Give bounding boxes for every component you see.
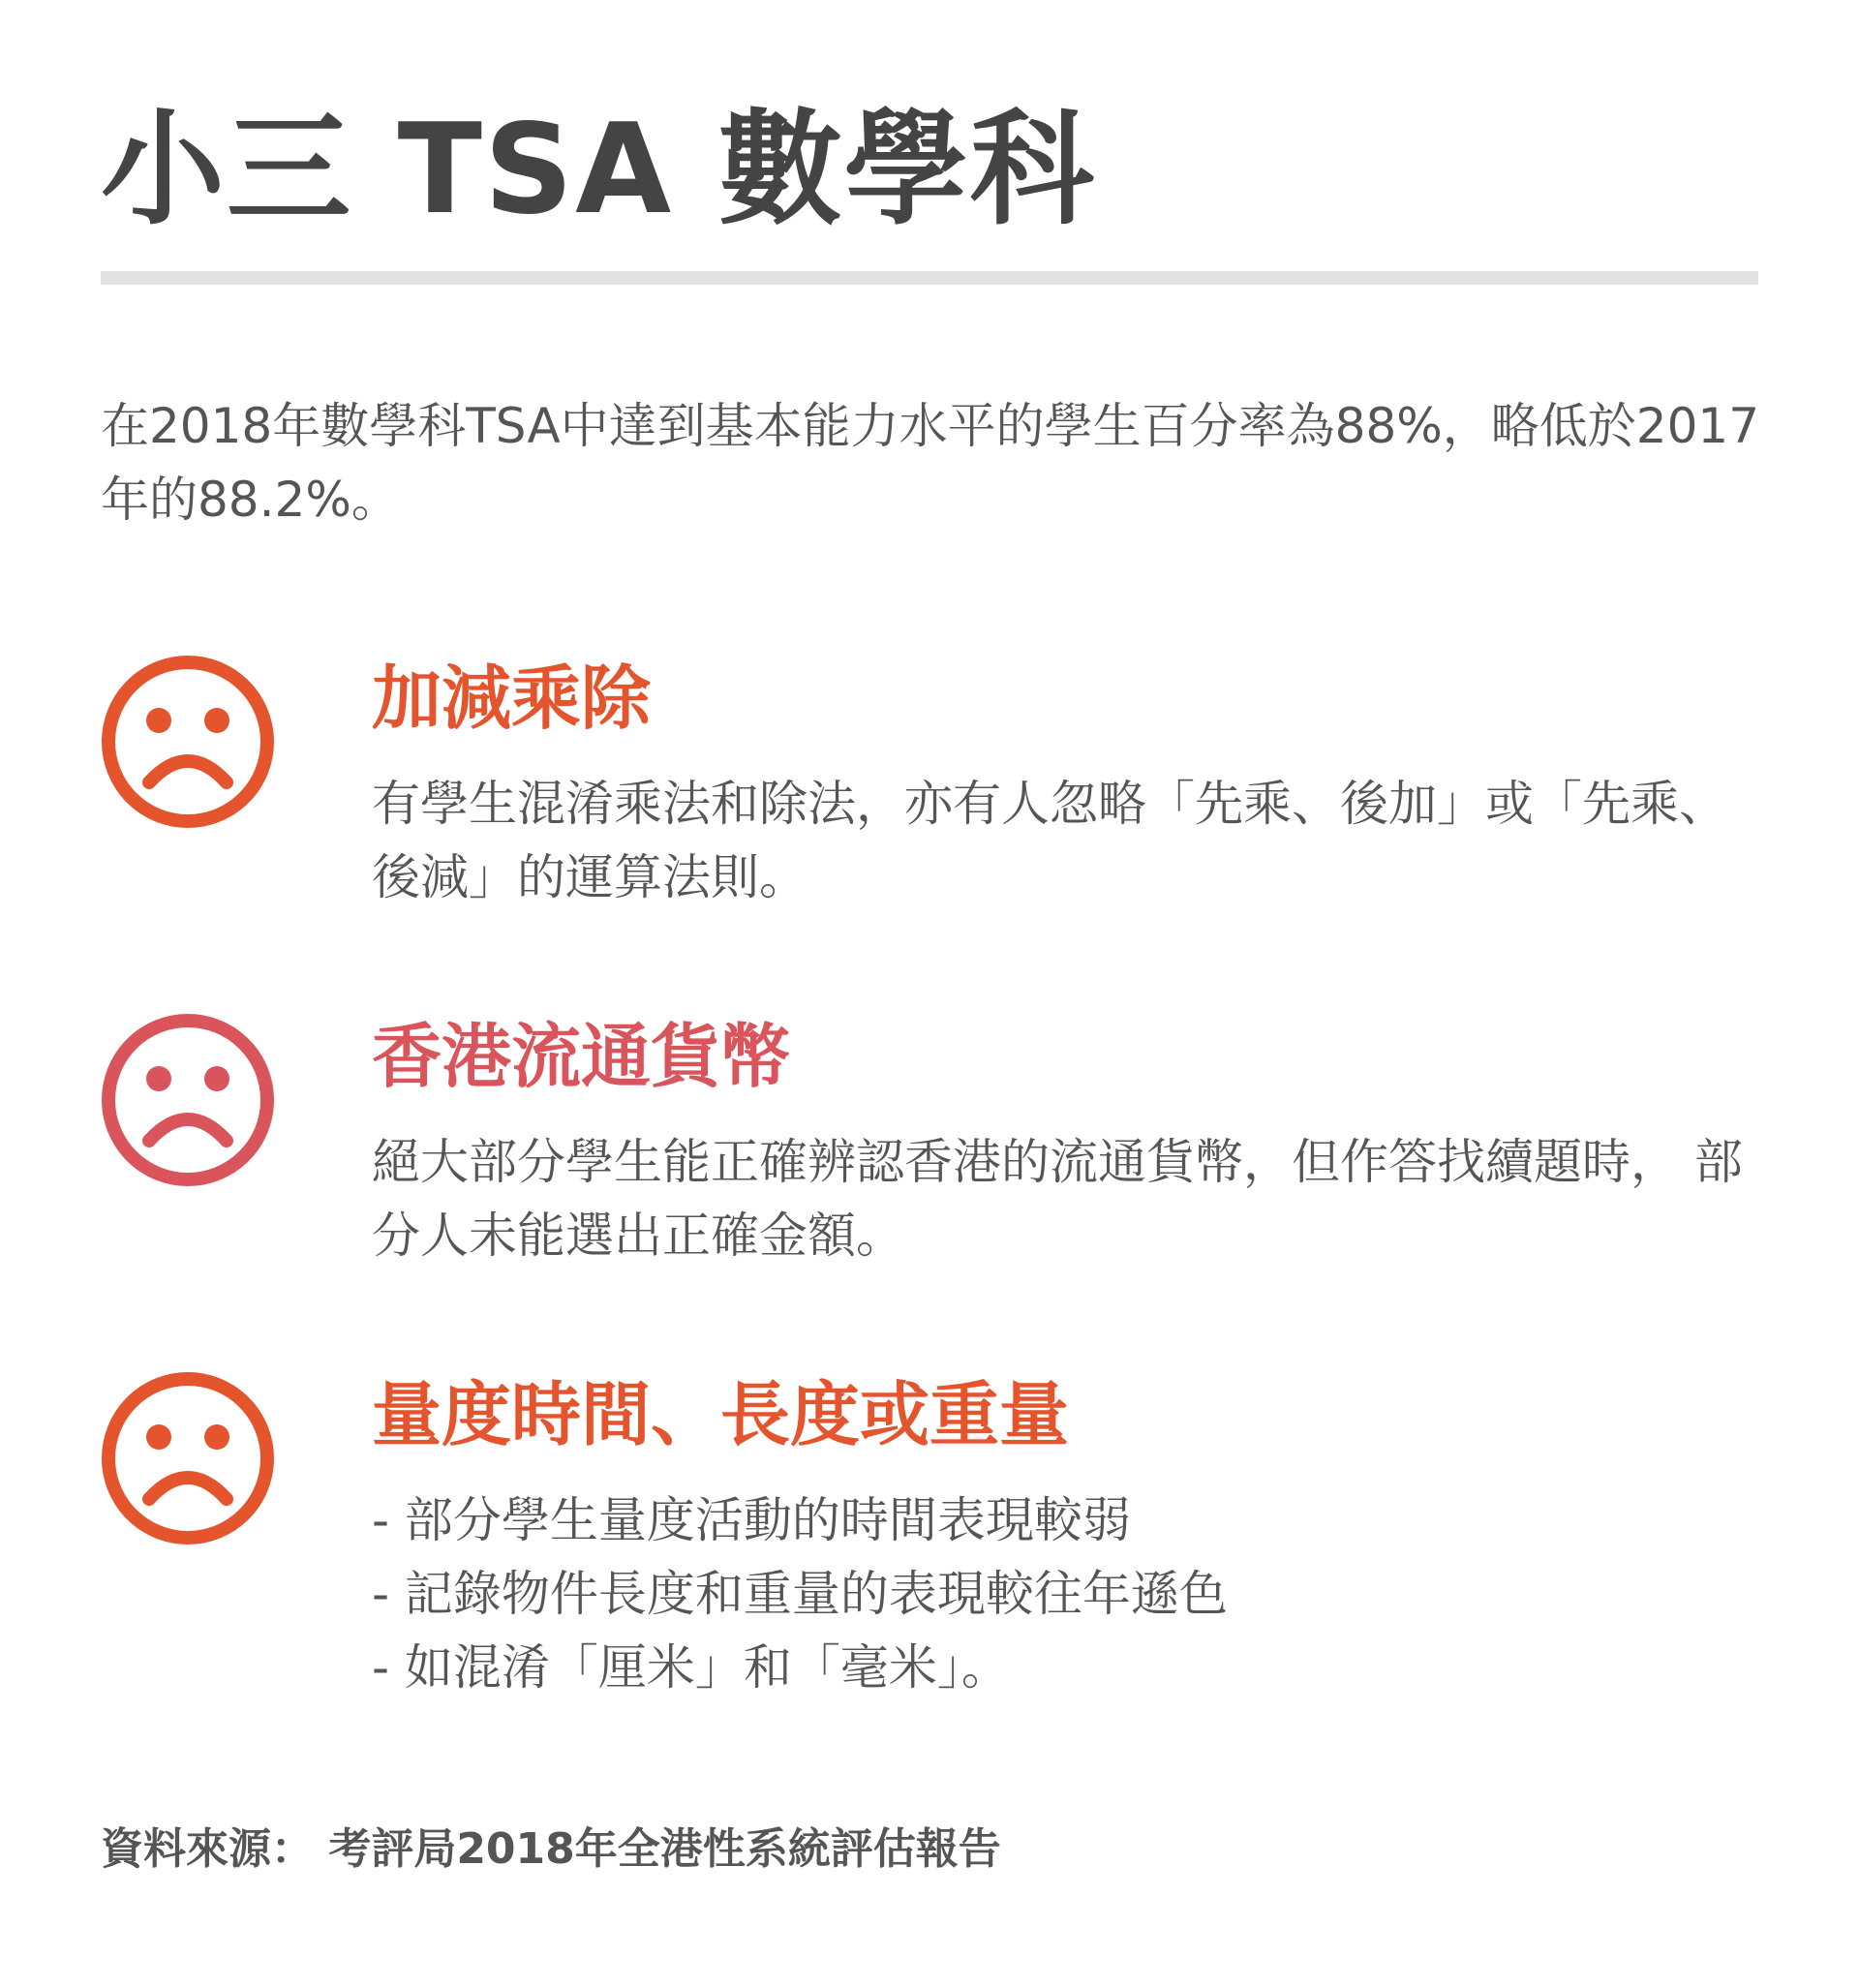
section-currency [101,1013,1762,1303]
face-outline [108,1379,267,1538]
face-left-eye [146,1424,171,1450]
face-right-eye [204,708,229,733]
page-title: 小三 TSA 數學科 [101,98,1096,242]
face-right-eye [204,1424,229,1450]
sad-face-icon [101,1371,275,1545]
list-item: - 記錄物件長度和重量的表現較往年遜色 [372,1566,1228,1622]
section-arithmetic [101,655,1762,945]
face-frown [149,1478,227,1499]
section-body: 絕大部分學生能正確辨認香港的流通貨幣，但作答找續題時， 部分人未能選出正確金額。 [372,1134,1743,1264]
section-title: 加減乘除 [372,658,652,739]
face-outline [108,662,267,821]
section-body: 有學生混淆乘法和除法，亦有人忽略「先乘、後加」或「先乘、後減」的運算法則。 [372,776,1727,905]
sad-face-icon [101,655,275,829]
section-title: 香港流通貨幣 [372,1016,791,1097]
face-outline [108,1021,267,1179]
section-measurement [101,1371,1762,1696]
sad-face-icon [101,1013,275,1187]
section-title: 量度時間、長度或重量 [372,1374,1070,1455]
face-frown [149,761,227,782]
title-divider [101,271,1758,285]
face-right-eye [204,1066,229,1091]
list-item: - 部分學生量度活動的時間表現較弱 [372,1492,1131,1548]
bullet-list [372,1483,1228,1704]
source-note: 資料來源： 考評局2018年全港性系統評估報告 [101,1824,1001,1874]
face-left-eye [146,708,171,733]
intro-paragraph: 在2018年數學科TSA中達到基本能力水平的學生百分率為88%，略低於2017年的88.2%。 [101,398,1760,528]
face-left-eye [146,1066,171,1091]
face-frown [149,1119,227,1141]
list-item: - 如混淆「厘米」和「毫米」。 [372,1639,1010,1696]
